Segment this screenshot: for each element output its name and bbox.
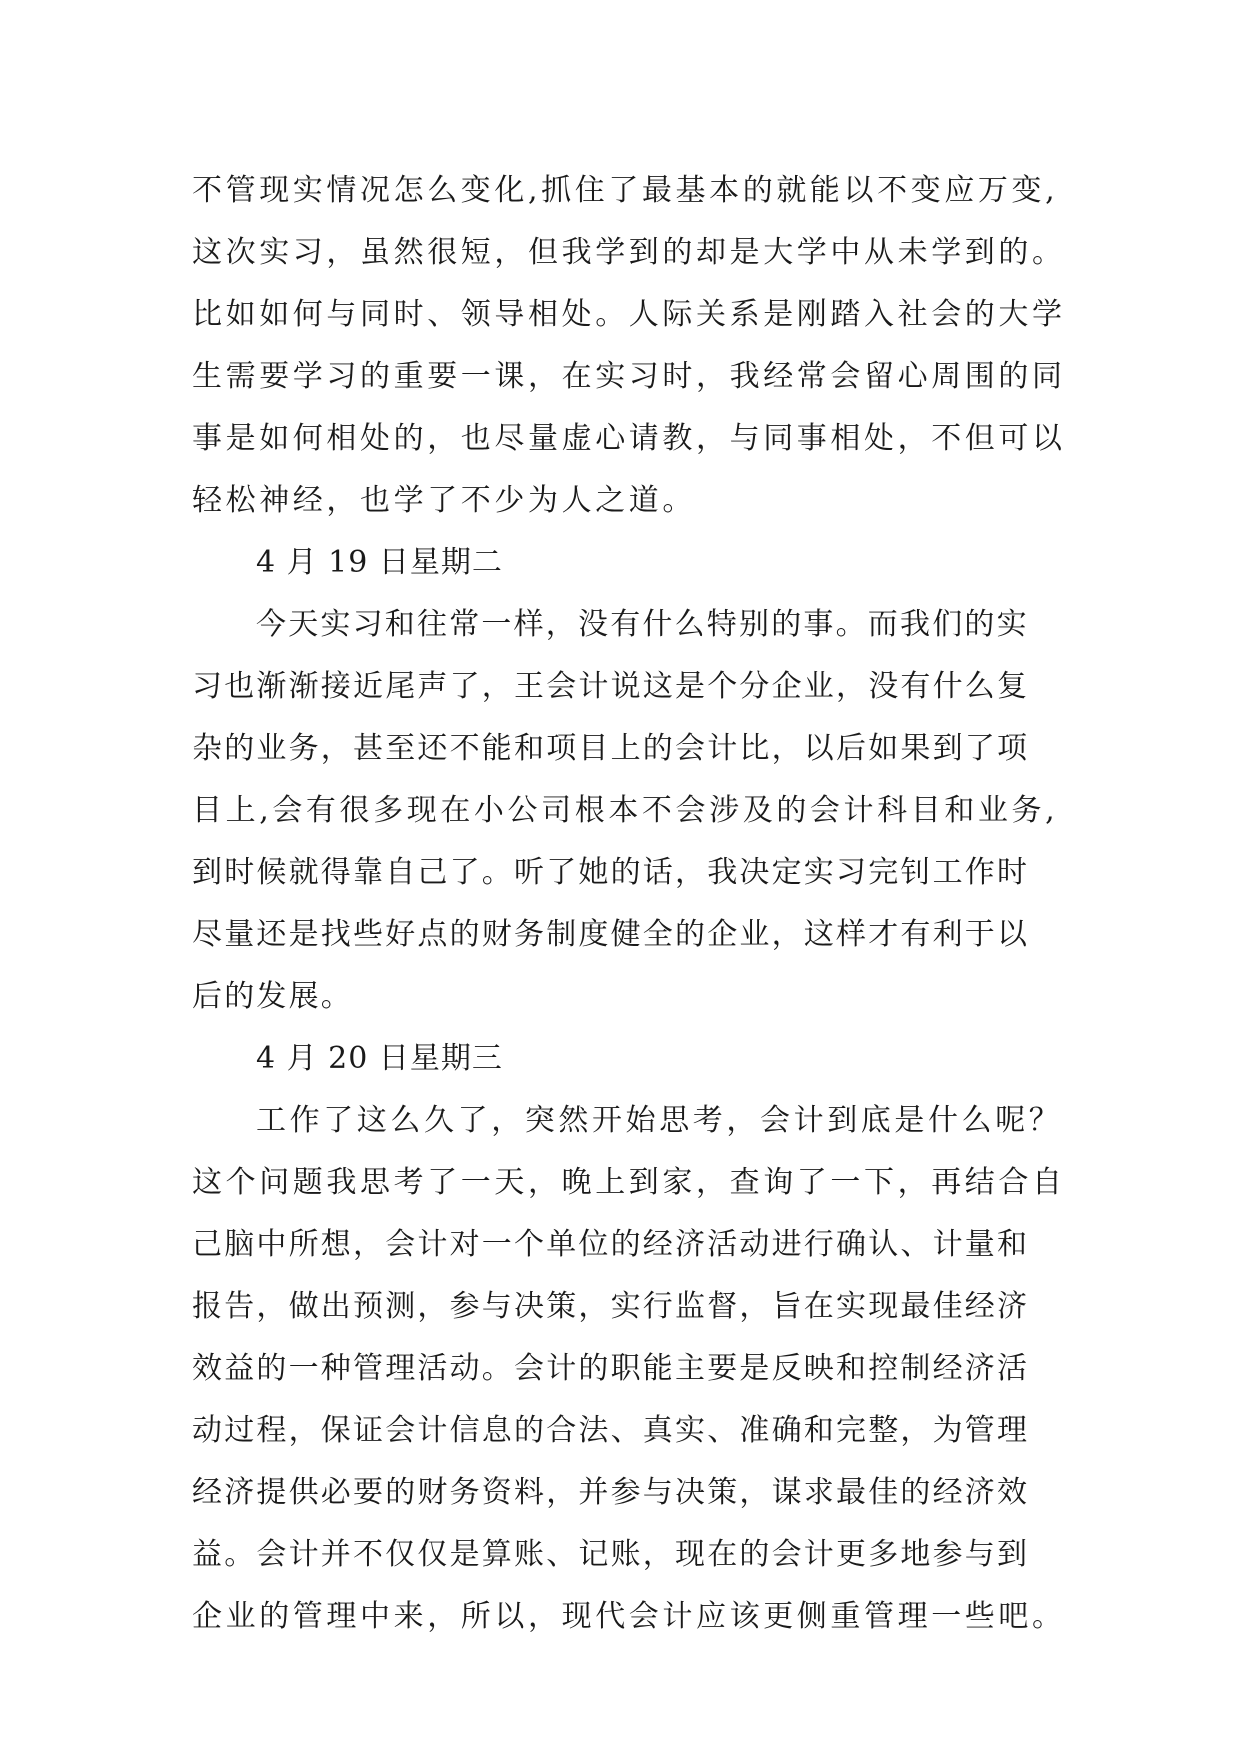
paragraph-line: 这个问题我思考了一天，晚上到家，查询了一下，再结合自	[192, 1165, 1066, 1200]
paragraph-line: 轻松神经，也学了不少为人之道。	[192, 483, 696, 518]
paragraph-line: 企业的管理中来，所以，现代会计应该更侧重管理一些吧。	[192, 1599, 1066, 1634]
date-heading: 4 月 20 日星期三	[256, 1041, 503, 1076]
date-heading: 4 月 19 日星期二	[256, 545, 503, 580]
paragraph-line: 效益的一种管理活动。会计的职能主要是反映和控制经济活	[192, 1351, 1030, 1386]
paragraph-line: 生需要学习的重要一课，在实习时，我经常会留心周围的同	[192, 359, 1066, 394]
paragraph-line: 比如如何与同时、领导相处。人际关系是刚踏入社会的大学	[192, 297, 1066, 332]
paragraph-line: 经济提供必要的财务资料，并参与决策，谋求最佳的经济效	[192, 1475, 1030, 1510]
paragraph-line: 后的发展。	[192, 979, 353, 1014]
paragraph-line: 习也渐渐接近尾声了，王会计说这是个分企业，没有什么复	[192, 669, 1030, 704]
paragraph-line: 益。会计并不仅仅是算账、记账，现在的会计更多地参与到	[192, 1537, 1030, 1572]
paragraph-line: 目上,会有很多现在小公司根本不会涉及的会计科目和业务,	[192, 793, 1059, 828]
paragraph-line: 尽量还是找些好点的财务制度健全的企业，这样才有利于以	[192, 917, 1030, 952]
paragraph-line: 杂的业务，甚至还不能和项目上的会计比，以后如果到了项	[192, 731, 1030, 766]
paragraph-line: 今天实习和往常一样，没有什么特别的事。而我们的实	[256, 607, 1029, 642]
paragraph-line: 己脑中所想，会计对一个单位的经济活动进行确认、计量和	[192, 1227, 1030, 1262]
paragraph-line: 不管现实情况怎么变化,抓住了最基本的就能以不变应万变,	[192, 173, 1059, 208]
paragraph-line: 到时候就得靠自己了。听了她的话，我决定实习完钊工作时	[192, 855, 1030, 890]
paragraph-line: 这次实习，虽然很短，但我学到的却是大学中从未学到的。	[192, 235, 1066, 270]
paragraph-line: 报告，做出预测，参与决策，实行监督，旨在实现最佳经济	[192, 1289, 1030, 1324]
paragraph-line: 事是如何相处的，也尽量虚心请教，与同事相处，不但可以	[192, 421, 1066, 456]
paragraph-line: 工作了这么久了，突然开始思考，会计到底是什么呢？	[256, 1103, 1063, 1138]
paragraph-line: 动过程，保证会计信息的合法、真实、准确和完整，为管理	[192, 1413, 1030, 1448]
